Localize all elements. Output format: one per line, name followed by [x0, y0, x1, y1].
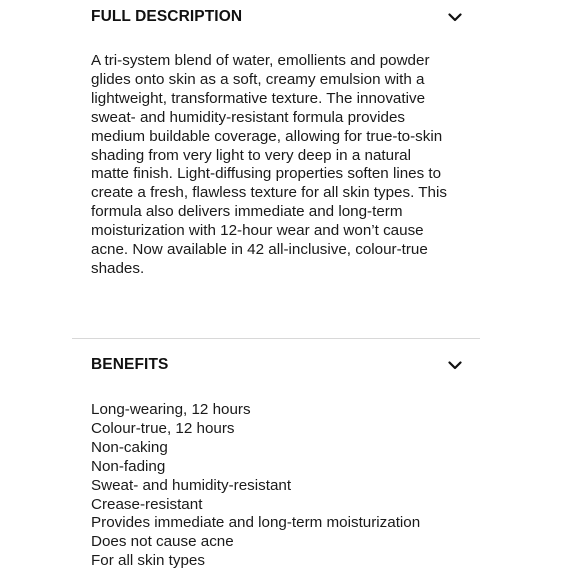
list-item: Crease-resistant [91, 495, 203, 513]
description-line: acne. Now available in 42 all-inclusive, colour-true [91, 241, 428, 259]
list-item: Provides immediate and long-term moisturization [91, 514, 421, 532]
description-line: formula also delivers immediate and long-term [91, 203, 403, 221]
chevron-down-icon[interactable] [447, 9, 463, 25]
full-description-text [91, 52, 463, 279]
list-item: Does not cause acne [91, 533, 234, 551]
description-line: create a fresh, flawless texture for all skin types. This [91, 184, 447, 202]
benefits-title: BENEFITS [91, 356, 169, 373]
benefits-list [91, 401, 491, 571]
benefits-header[interactable] [91, 352, 463, 378]
section-divider [72, 338, 480, 339]
list-item: For all skin types [91, 552, 205, 570]
description-line: glides onto skin as a soft, creamy emulsion with a [91, 70, 425, 88]
chevron-down-icon[interactable] [447, 357, 463, 373]
description-line: shading from very light to very deep in a natural [91, 146, 411, 164]
description-line: A tri-system blend of water, emollients and powder [91, 52, 430, 69]
description-line: shades. [91, 259, 145, 277]
full-description-title: FULL DESCRIPTION [91, 8, 243, 25]
description-line: sweat- and humidity-resistant formula provides [91, 108, 406, 126]
list-item: Colour-true, 12 hours [91, 419, 235, 437]
list-item: Long-wearing, 12 hours [91, 401, 251, 418]
list-item: Sweat- and humidity-resistant [91, 476, 292, 494]
description-line: moisturization with 12-hour wear and won’t cause [91, 222, 424, 240]
full-description-header[interactable] [91, 4, 463, 30]
description-line: lightweight, transformative texture. The innovative [91, 89, 426, 107]
list-item: Non-caking [91, 438, 168, 456]
description-line: matte finish. Light-diffusing properties soften lines to [91, 165, 442, 183]
list-item: Non-fading [91, 457, 166, 475]
description-line: medium buildable coverage, allowing for true-to-skin [91, 127, 443, 145]
